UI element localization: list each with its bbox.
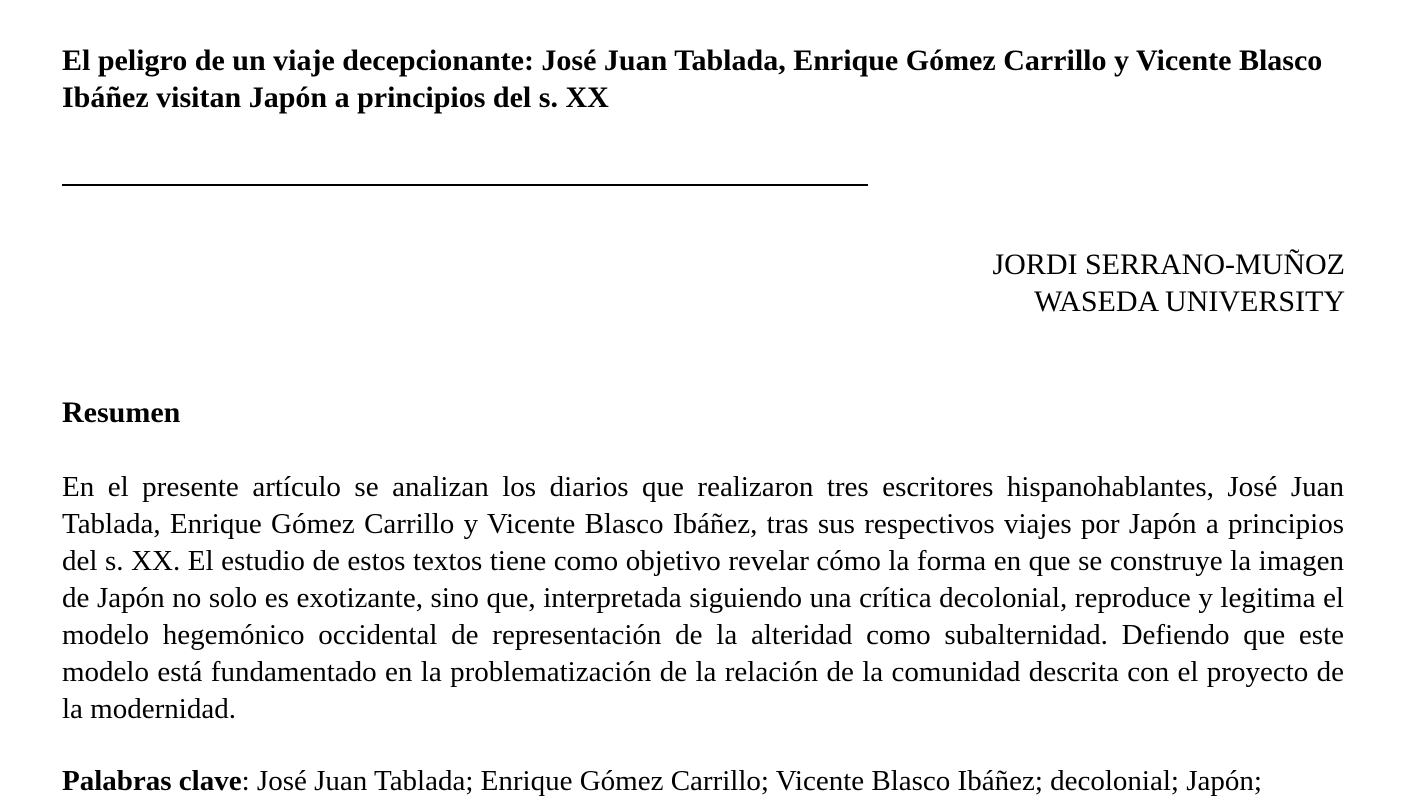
abstract-text: En el presente artículo se analizan los diarios que realizaron tres escritores hispanohablantes, José Juan Tablada, Enrique Gómez Carrillo y Vicente Blasco Ibáñez, tras sus respectivos viajes por Japón a principios del s. XX. El estudio de estos textos tiene como objetivo revelar cómo la forma en que se construye la imagen de Japón no solo es exotizante, sino que, interpretada siguiendo una crítica decolonial, reproduce y legitima el modelo hegemónico occidental de representación de la alteridad como subalternidad. Defiendo que este modelo está fundamentado en la problematización de la relación de la comunidad descrita con el proyecto de la modernidad. (62, 471, 1344, 725)
title-divider (62, 184, 868, 186)
article-title: El peligro de un viaje decepcionante: José Juan Tablada, Enrique Gómez Carrillo y Vicente Blasco Ibáñez visitan Japón a principios del s. XX (62, 44, 1323, 114)
keywords-text: José Juan Tablada; Enrique Gómez Carrillo; Vicente Blasco Ibáñez; decolonial; Japón; (249, 765, 1262, 797)
author-block (992, 246, 1345, 320)
keywords-label: Palabras clave (62, 765, 242, 797)
author-affiliation: WASEDA UNIVERSITY (1034, 285, 1345, 318)
keywords-line (62, 763, 1362, 800)
abstract-heading: Resumen (62, 396, 181, 429)
keywords-separator: : (241, 765, 250, 797)
author-name: JORDI SERRANO-MUÑOZ (992, 248, 1345, 281)
